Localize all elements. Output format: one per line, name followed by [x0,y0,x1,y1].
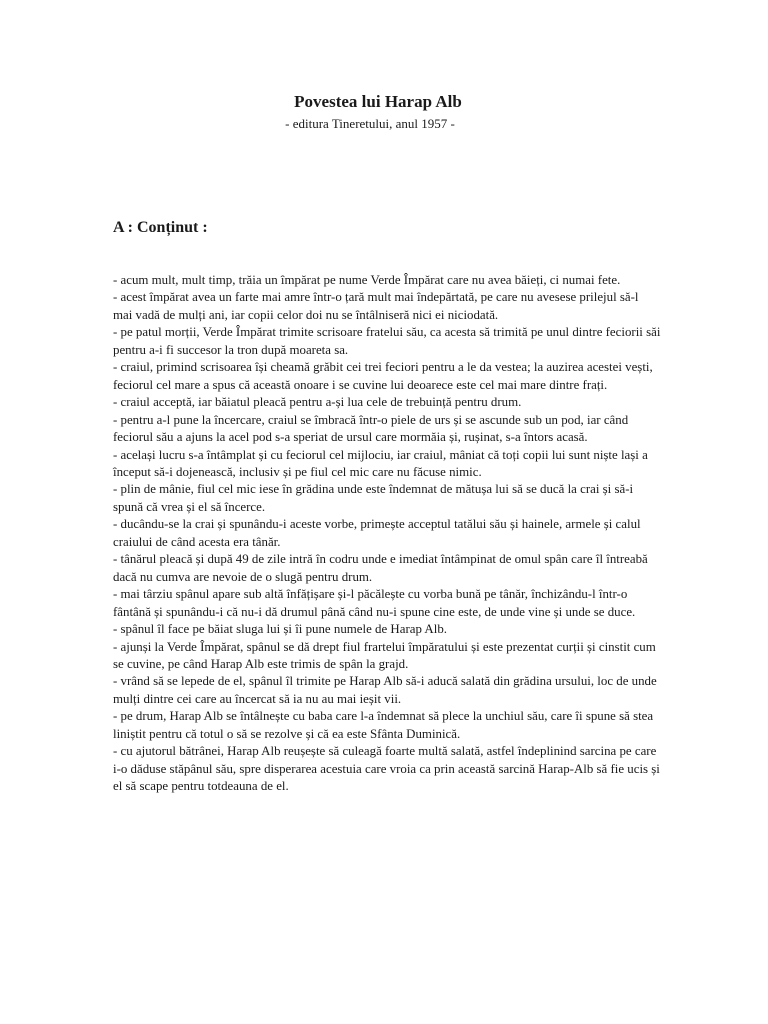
section-heading: A : Conținut : [113,219,208,236]
paragraph: - ajunși la Verde Împărat, spânul se dă drept fiul frartelui împăratului și este prezentat curții și cinstit cum se cuvine, pe când Harap Alb este trimis de spân la grajd. [113,639,656,671]
paragraph: - craiul acceptă, iar băiatul pleacă pentru a-și lua cele de trebuință pentru drum. [113,395,522,410]
paragraph: - acest împărat avea un farte mai amre într-o țară mult mai îndepărtată, pe care nu avesese prilejul să-l mai vadă de mulți ani, iar copii celor doi nu se întâlniseră nici ei niciodată. [113,290,639,322]
paragraph: - tânărul pleacă și după 49 de zile intră în codru unde e imediat întâmpinat de omul spân care îl întreabă dacă nu cumva are nevoie de o slugă pentru drum. [113,552,648,584]
paragraph: - spânul îl face pe băiat sluga lui și îi pune numele de Harap Alb. [113,622,447,637]
paragraph: - ducându-se la crai și spunându-i aceste vorbe, primește acceptul tatălui său și hainele, armele și calul craiului de când acesta era tânăr. [113,517,641,549]
document-subtitle: - editura Tineretului, anul 1957 - [285,116,455,131]
paragraph: - plin de mânie, fiul cel mic iese în grădina unde este îndemnat de mătușa lui să se ducă la crai și să-i spună că vrea și el să încerce. [113,482,634,514]
paragraph: - pe patul morții, Verde Împărat trimite scrisoare fratelui său, ca acesta să trimită pe unul dintre feciorii săi pentru a-i fi succesor la tron după moareta sa. [113,325,661,357]
content-body [113,272,661,796]
paragraph: - acum mult, mult timp, trăia un împărat pe nume Verde Împărat care nu avea băieți, ci numai fete. [113,273,621,287]
paragraph: - mai târziu spânul apare sub altă înfățișare și-l păcălește cu vorba bună pe tânăr, închizându-l într-o fântână și spunându-i că nu-i dă drumul până când nu-i spune cine este, de unde vine și unde se duce. [113,587,636,619]
paragraph: - pentru a-l pune la încercare, craiul se îmbracă într-o piele de urs și se ascunde sub un pod, iar când feciorul său a ajuns la acel pod s-a speriat de ursul care mormăia și, rușinat, s-a întors acasă. [113,412,629,445]
paragraph: - vrând să se lepede de el, spânul îl trimite pe Harap Alb să-i aducă salată din grădina ursului, loc de unde mulți dintre cei care au încercat să ia nu au mai ieșit vii. [113,674,657,706]
paragraph: - craiul, primind scrisoarea își cheamă grăbit cei trei feciori pentru a le da vestea; la auzirea acestei vești, feciorul cel mare a spus că această onoare i se cuvine lui deoarece este cel mai mare dintre frați. [113,360,653,392]
paragraph: - cu ajutorul bătrânei, Harap Alb reușește să culeagă foarte multă salată, astfel îndeplinind sarcina pe care i-o dăduse stăpânul său, spre disperarea acestuia care vroia ca prin această sarcină Harap-Alb să fie ucis și el să scape pentru totdeauna de el. [113,744,660,794]
paragraph: - același lucru s-a întâmplat și cu feciorul cel mijlociu, iar craiul, mâniat că toți copii lui sunt niște lași a început să-i dojenească, inclusiv și pe fiul cel mic care nu făcuse nimic. [113,447,648,479]
document-title: Povestea lui Harap Alb [294,92,462,111]
paragraph: - pe drum, Harap Alb se întâlnește cu baba care l-a îndemnat să plece la unchiul său, care îi spune să stea liniștit pentru că totul o să se rezolve și că ea este Sfânta Duminică. [113,709,654,741]
